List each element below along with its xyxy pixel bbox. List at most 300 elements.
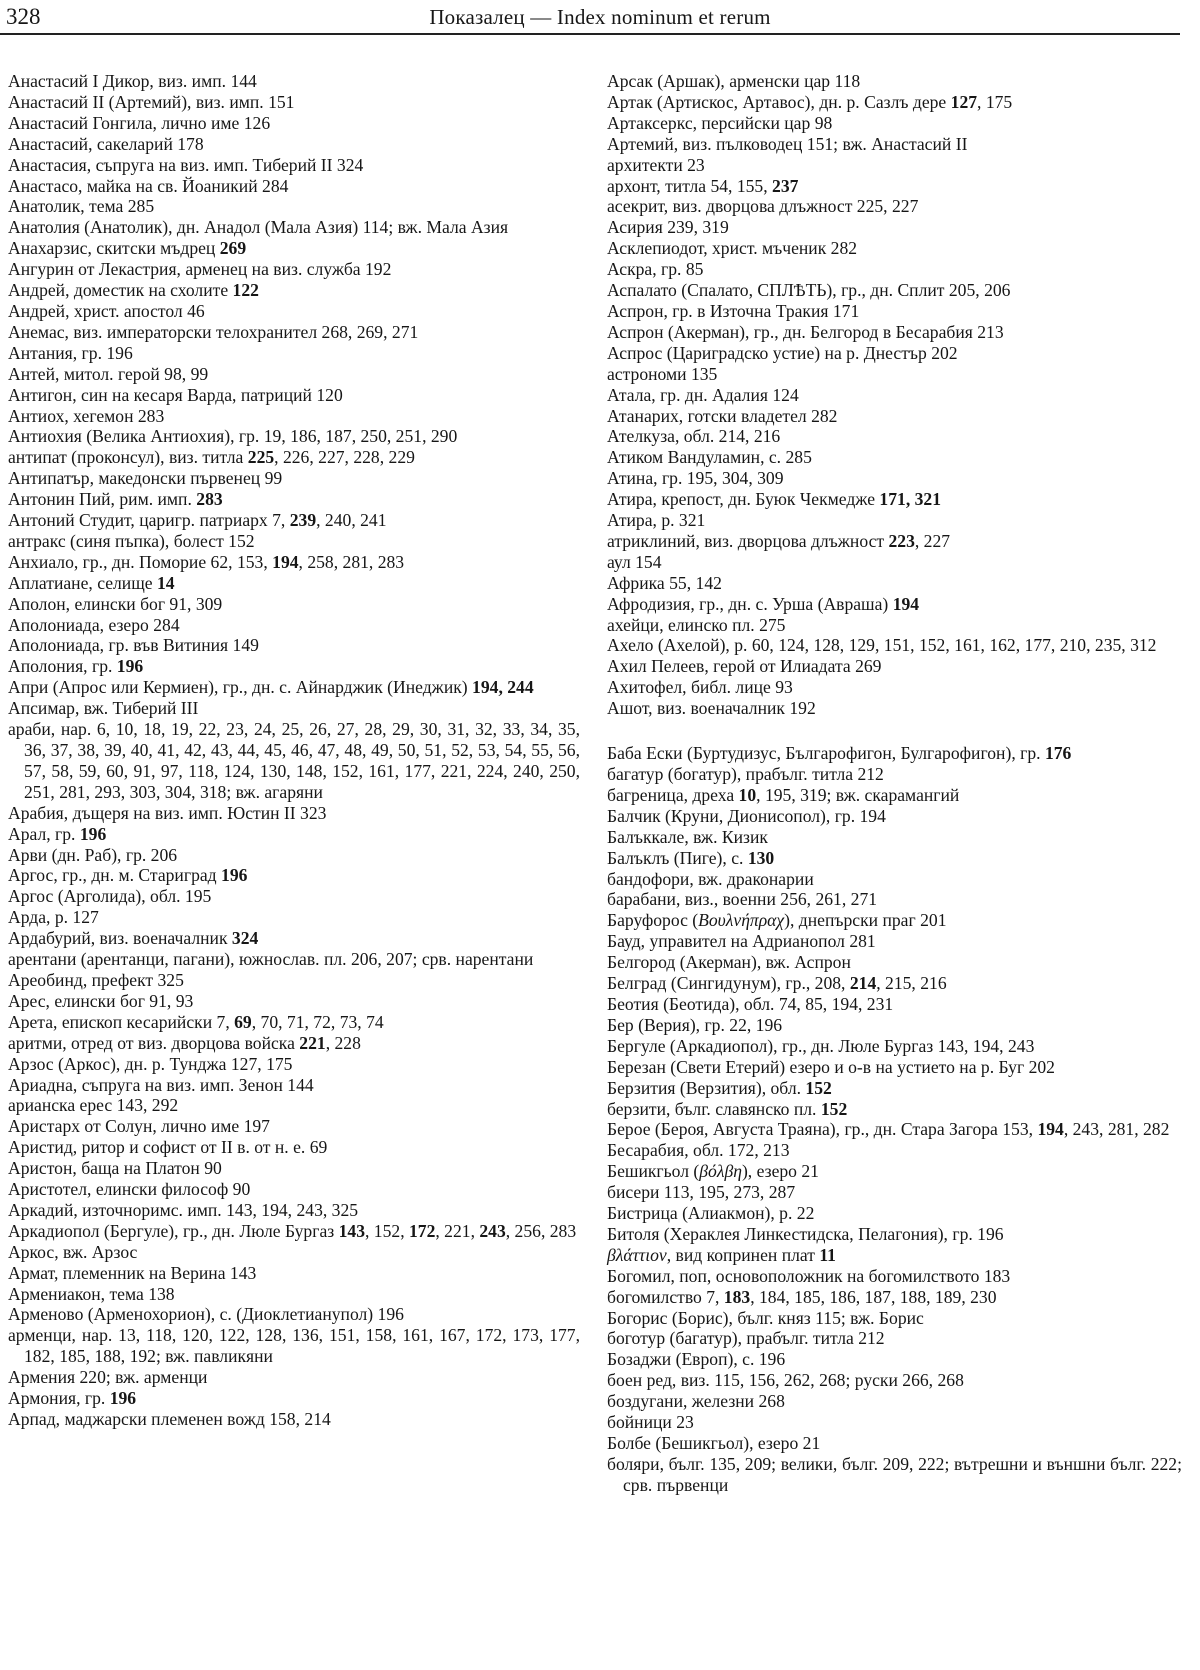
entry-text: Белград (Сингидунум), гр., 208, <box>607 973 850 994</box>
index-entry <box>8 991 580 1012</box>
index-entry <box>8 698 580 719</box>
index-entry <box>8 949 580 970</box>
index-entry <box>8 824 580 845</box>
entry-text: Арпад, маджарски племенен вожд 158, 214 <box>8 1409 331 1429</box>
index-entry <box>607 1391 1182 1412</box>
entry-text: Аристарх от Солун, лично име 197 <box>8 1116 270 1137</box>
index-entry <box>607 531 1182 552</box>
entry-text: , 228 <box>325 1032 361 1053</box>
page-ref-main: 143 <box>338 1220 365 1241</box>
index-column-right <box>607 71 1182 1496</box>
entry-text: , вид копринен плат <box>666 1244 820 1265</box>
entry-text: Аспрон (Акерман), гр., дн. Белгород в Бесарабия 213 <box>607 321 1004 342</box>
index-entry <box>607 1349 1182 1370</box>
index-entry <box>607 406 1182 427</box>
index-entry <box>607 910 1182 931</box>
index-entry <box>607 510 1182 531</box>
index-entry <box>607 1266 1182 1287</box>
entry-text: арианска ерес 143, 292 <box>8 1095 179 1116</box>
entry-text: Ариадна, съпруга на виз. имп. Зенон 144 <box>8 1074 314 1095</box>
index-entry <box>607 217 1182 238</box>
entry-text: Ангурин от Лекастрия, арменец на виз. служба 192 <box>8 259 392 280</box>
index-entry <box>607 1182 1182 1203</box>
entry-text: Артаксеркс, персийски цар 98 <box>607 112 833 133</box>
entry-text: Армат, племенник на Верина 143 <box>8 1262 257 1283</box>
entry-text: , 240, 241 <box>316 510 387 531</box>
index-entry <box>8 489 580 510</box>
entry-text: Анахарзис, скитски мъдрец <box>8 238 220 259</box>
index-entry <box>8 217 580 238</box>
entry-text: Аркос, вж. Арзос <box>8 1241 138 1262</box>
entry-text: Антания, гр. 196 <box>8 342 133 363</box>
page-ref-main: 196 <box>109 1388 137 1409</box>
entry-text: Березан (Свети Етерий) езеро и о-в на устието на р. Буг 202 <box>607 1056 1055 1077</box>
entry-text: Баруфорос ( <box>607 910 699 931</box>
page-ref-main: 69 <box>234 1011 252 1032</box>
index-entry <box>8 803 580 824</box>
index-column-left <box>8 71 580 1430</box>
index-entry <box>607 994 1182 1015</box>
running-title: Показалец — Index nominum et rerum <box>429 5 771 29</box>
index-entry <box>607 1099 1182 1120</box>
entry-text: Антей, митол. герой 98, 99 <box>8 363 209 384</box>
page-ref-main: 176 <box>1044 743 1072 764</box>
entry-text: архитекти 23 <box>607 154 705 175</box>
index-entry <box>8 1367 580 1388</box>
entry-text: Берзития (Верзития), обл. <box>607 1077 806 1098</box>
index-entry <box>8 886 580 907</box>
entry-text: асекрит, виз. дворцова длъжност 225, 227 <box>607 196 919 217</box>
page-ref-main: 196 <box>221 865 248 886</box>
index-entry <box>607 1036 1182 1057</box>
index-entry <box>8 259 580 280</box>
index-entry <box>8 1263 580 1284</box>
entry-text: боздугани, железни 268 <box>607 1391 785 1412</box>
entry-text: Бер (Верия), гр. 22, 196 <box>607 1014 783 1035</box>
entry-text: Арда, р. 127 <box>8 907 99 928</box>
entry-text: боготур (багатур), прабълг. титла 212 <box>607 1328 885 1349</box>
entry-text: Ахил Пелеев, герой от Илиадата 269 <box>607 656 882 677</box>
index-entry <box>607 301 1182 322</box>
entry-text: антракс (синя пъпка), болест 152 <box>8 530 255 551</box>
index-entry <box>8 1200 580 1221</box>
index-entry <box>607 176 1182 197</box>
entry-text: , 221, <box>435 1220 480 1241</box>
page-ref-main: 130 <box>747 847 775 868</box>
entry-text: Антонин Пий, рим. имп. <box>8 489 197 510</box>
index-entry <box>8 1012 580 1033</box>
entry-text: Антоний Студит, царигр. патриарх 7, <box>8 510 290 531</box>
page-ref-main: 171, 321 <box>879 489 941 510</box>
index-entry <box>8 656 580 677</box>
page-ref-main: 324 <box>231 928 259 949</box>
index-entry <box>607 656 1182 677</box>
index-entry <box>8 1075 580 1096</box>
index-entry <box>8 406 580 427</box>
greek-term: Βουλνήπραχ <box>698 910 785 931</box>
entry-text: Аристон, баща на Платон 90 <box>8 1158 222 1179</box>
entry-text: Беотия (Беотида), обл. 74, 85, 194, 231 <box>607 993 894 1014</box>
entry-text: Аполон, елински бог 91, 309 <box>8 593 223 614</box>
index-entry <box>8 510 580 531</box>
entry-text: Аркадий, източноримс. имп. 143, 194, 243, 325 <box>8 1199 359 1220</box>
index-entry <box>607 1308 1182 1329</box>
entry-text: Атира, р. 321 <box>607 510 706 531</box>
index-entry <box>8 113 580 134</box>
page-ref-main: 225 <box>247 447 275 468</box>
index-entry <box>8 1179 580 1200</box>
index-entry <box>8 468 580 489</box>
index-entry <box>607 1287 1182 1308</box>
entry-text: Аполониада, гр. във Витиния 149 <box>8 635 259 656</box>
entry-text: Бистрица (Алиакмон), р. 22 <box>607 1203 815 1224</box>
entry-text: астрономи 135 <box>607 363 718 384</box>
index-entry <box>607 594 1182 615</box>
index-entry <box>607 973 1182 994</box>
page-header <box>0 0 1200 46</box>
entry-text: Анастасий Гонгила, лично име 126 <box>8 112 271 133</box>
index-entry <box>8 573 580 594</box>
entry-text: Ахитофел, библ. лице 93 <box>607 677 793 698</box>
entry-text: Атина, гр. 195, 304, 309 <box>607 468 784 489</box>
entry-text: Андрей, доместик на схолите <box>8 280 233 301</box>
index-entry <box>8 928 580 949</box>
page-ref-main: 152 <box>820 1098 848 1119</box>
entry-text: Антигон, син на кесаря Варда, патриций 120 <box>8 384 343 405</box>
entry-text: Арабия, дъщеря на виз. имп. Юстин II 323 <box>8 802 327 823</box>
index-entry <box>8 907 580 928</box>
entry-text: Ардабурий, виз. военачалник <box>8 928 232 949</box>
page-ref-main: 269 <box>219 238 247 259</box>
index-entry <box>607 468 1182 489</box>
entry-text: Ахело (Ахелой), р. 60, 124, 128, 129, 151, 152, 161, 162, 177, 210, 235, 312 <box>607 635 1157 656</box>
entry-text: , 226, 227, 228, 229 <box>274 447 415 468</box>
index-entry <box>8 280 580 301</box>
entry-text: Белгород (Акерман), вж. Аспрон <box>607 952 851 973</box>
entry-text: Апри (Апрос или Кермиен), гр., дн. с. Айнарджик (Инеджик) <box>8 677 473 698</box>
index-entry <box>8 635 580 656</box>
index-entry <box>607 92 1182 113</box>
entry-text: , 215, 216 <box>876 973 947 994</box>
index-entry <box>607 1454 1182 1496</box>
index-entry <box>607 1078 1182 1099</box>
entry-text: Бозаджи (Европ), с. 196 <box>607 1349 786 1370</box>
page-ref-main: 122 <box>232 280 259 301</box>
page-ref-main: 223 <box>888 530 915 551</box>
entry-text: Апсимар, вж. Тиберий III <box>8 698 199 719</box>
index-entry <box>607 1203 1182 1224</box>
page-ref-main: 183 <box>723 1286 751 1307</box>
index-entry <box>8 594 580 615</box>
index-entry <box>607 1224 1182 1245</box>
entry-text: Анастасий, сакеларий 178 <box>8 133 204 154</box>
index-entry <box>607 364 1182 385</box>
index-entry <box>607 1057 1182 1078</box>
entry-text: Болбе (Бешикгьол), езеро 21 <box>607 1433 821 1453</box>
index-entry <box>607 322 1182 343</box>
entry-text: Арзос (Аркос), дн. р. Тунджа 127, 175 <box>8 1053 293 1074</box>
index-entry <box>8 719 580 803</box>
entry-text: Богорис (Борис), бълг. княз 115; вж. Борис <box>607 1307 924 1328</box>
index-entry <box>607 447 1182 468</box>
entry-text: Балъклъ (Пиге), с. <box>607 847 748 868</box>
entry-text: , 70, 71, 72, 73, 74 <box>251 1011 384 1032</box>
index-entry <box>8 552 580 573</box>
entry-text: Антипатър, македонски първенец 99 <box>8 468 283 489</box>
entry-text: бойници 23 <box>607 1412 694 1433</box>
entry-text: багреница, дреха <box>607 784 739 805</box>
entry-text: арентани (арентанци, пагани), южнослав. пл. 206, 207; срв. нарентани <box>8 949 534 970</box>
entry-text: Атира, крепост, дн. Буюк Чекмедже <box>607 489 880 510</box>
index-entry <box>607 238 1182 259</box>
index-entry <box>8 155 580 176</box>
index-entry <box>8 1284 580 1305</box>
index-entry <box>607 1245 1182 1266</box>
index-entry <box>607 155 1182 176</box>
entry-text: , 175 <box>977 91 1013 112</box>
index-entry <box>8 1304 580 1325</box>
index-entry <box>607 426 1182 447</box>
index-entry <box>607 113 1182 134</box>
index-entry <box>607 827 1182 848</box>
entry-text: берзити, бълг. славянско пл. <box>607 1098 821 1119</box>
entry-text: Атиком Вандуламин, с. 285 <box>607 447 812 468</box>
index-entry <box>8 865 580 886</box>
page-ref-main: 237 <box>772 175 799 196</box>
entry-text: Аспалато (Спалато, СПЛѢТЬ), гр., дн. Сплит 205, 206 <box>607 280 1011 301</box>
index-entry <box>607 764 1182 785</box>
entry-text: Аполониада, езеро 284 <box>8 614 180 635</box>
entry-text: Арви (дн. Раб), гр. 206 <box>8 844 178 865</box>
index-entry <box>8 385 580 406</box>
entry-text: Аспрос (Цариградско устие) на р. Днестър 202 <box>607 342 958 363</box>
entry-text: Анемас, виз. императорски телохранител 268, 269, 271 <box>8 321 419 342</box>
index-entry <box>8 531 580 552</box>
page-ref-main: 194 <box>892 593 920 614</box>
index-entry <box>607 785 1182 806</box>
page-ref-main: 194 <box>1037 1119 1064 1140</box>
page-ref-main: 194, 244 <box>472 677 534 698</box>
index-entry <box>607 1433 1182 1454</box>
page-ref-main: 196 <box>116 656 144 677</box>
index-entry <box>607 869 1182 890</box>
entry-text: багатур (богатур), прабълг. титла 212 <box>607 764 884 784</box>
header-rule <box>0 33 1180 35</box>
entry-text: Бешикгьол ( <box>607 1161 700 1182</box>
entry-text: Армениакон, тема 138 <box>8 1283 175 1304</box>
entry-text: Бауд, управител на Адрианопол 281 <box>607 931 876 952</box>
page-ref-main: 10 <box>738 784 757 805</box>
entry-text: Бергуле (Аркадиопол), гр., дн. Люле Бургаз 143, 194, 243 <box>607 1035 1035 1056</box>
entry-text: Анатолия (Анатолик), дн. Анадол (Мала Азия) 114; вж. Мала Азия <box>8 217 509 238</box>
index-entry <box>607 489 1182 510</box>
entry-text: Бесарабия, обл. 172, 213 <box>607 1140 790 1161</box>
entry-text: Ашот, виз. военачалник 192 <box>607 698 816 719</box>
entry-text: Аполония, гр. <box>8 656 117 677</box>
page-ref-main: 172 <box>408 1220 436 1241</box>
entry-text: Арсак (Аршак), арменски цар 118 <box>607 71 861 91</box>
entry-text: Аплатиане, селище <box>8 572 157 593</box>
index-entry <box>8 845 580 866</box>
entry-text: Баба Ески (Буртудизус, Българофигон, Булгарофигон), гр. <box>607 743 1045 764</box>
index-entry <box>8 343 580 364</box>
index-entry <box>8 176 580 197</box>
entry-text: Атала, гр. дн. Адалия 124 <box>607 384 799 405</box>
index-entry <box>607 71 1182 92</box>
entry-text: Анатолик, тема 285 <box>8 196 155 217</box>
index-entry <box>607 698 1182 719</box>
entry-text: бандофори, вж. драконарии <box>607 868 814 889</box>
entry-text: барабани, виз., военни 256, 261, 271 <box>607 889 878 910</box>
entry-text: Балъккале, вж. Кизик <box>607 826 768 847</box>
entry-text: Балчик (Круни, Дионисопол), гр. 194 <box>607 805 886 826</box>
entry-text: Атанарих, готски владетел 282 <box>607 405 838 426</box>
entry-text: Аристид, ритор и софист от II в. от н. е. 69 <box>8 1137 328 1158</box>
entry-text: Берое (Бероя, Августа Траяна), гр., дн. Стара Загора 153, <box>607 1119 1038 1140</box>
index-entry <box>607 1328 1182 1349</box>
entry-text: , 256, 283 <box>505 1220 577 1241</box>
entry-text: Арета, епископ кесарийски 7, <box>8 1011 235 1032</box>
entry-text: Анастасия, съпруга на виз. имп. Тиберий II 324 <box>8 154 364 175</box>
page-ref-main: 221 <box>299 1032 326 1053</box>
entry-text: Армония, гр. <box>8 1388 110 1409</box>
index-entry <box>607 196 1182 217</box>
entry-text: аритми, отред от виз. дворцова войска <box>8 1032 300 1053</box>
page-ref-main: 152 <box>805 1077 832 1098</box>
entry-text: Аспрон, гр. в Източна Тракия 171 <box>607 300 860 321</box>
index-entry <box>607 573 1182 594</box>
greek-term: βόλβη <box>699 1161 742 1182</box>
index-entry <box>607 889 1182 910</box>
index-entry <box>607 1370 1182 1391</box>
index-entry <box>8 615 580 636</box>
entry-text: ), днепърски праг 201 <box>784 910 947 931</box>
entry-text: Артемий, виз. пълководец 151; вж. Анастасий II <box>607 133 968 154</box>
index-entry <box>607 343 1182 364</box>
index-entry <box>8 1137 580 1158</box>
index-entry <box>8 71 580 92</box>
entry-text: Ателкуза, обл. 214, 216 <box>607 426 781 447</box>
page-ref-main: 194 <box>272 551 299 572</box>
entry-text: атриклиний, виз. дворцова длъжност <box>607 530 889 551</box>
entry-text: Аргос, гр., дн. м. Стариград <box>8 865 222 886</box>
index-entry <box>8 1325 580 1367</box>
index-entry <box>607 1140 1182 1161</box>
index-entry <box>8 426 580 447</box>
index-entry <box>8 1116 580 1137</box>
index-entry <box>8 1409 580 1430</box>
page-ref-main: 214 <box>849 973 877 994</box>
index-entry <box>8 1033 580 1054</box>
index-entry <box>607 280 1182 301</box>
index-entry <box>8 1242 580 1263</box>
entry-text: Антиохия (Велика Антиохия), гр. 19, 186, 187, 250, 251, 290 <box>8 426 458 447</box>
index-entry <box>607 1119 1182 1140</box>
entry-text: Анастасо, майка на св. Йоаникий 284 <box>8 175 289 196</box>
entry-text: бисери 113, 195, 273, 287 <box>607 1182 796 1203</box>
entry-text: богомилство 7, <box>607 1286 724 1307</box>
entry-text: Афродизия, гр., дн. с. Урша (Авраша) <box>607 593 893 614</box>
index-entry <box>607 615 1182 636</box>
page-ref-main: 11 <box>819 1244 836 1265</box>
index-entry <box>607 743 1182 764</box>
greek-term: βλάττιον <box>607 1244 667 1265</box>
page-ref-main: 283 <box>196 489 223 510</box>
entry-text: архонт, титла 54, 155, <box>607 175 773 196</box>
index-entry <box>8 1221 580 1242</box>
entry-text: Андрей, христ. апостол 46 <box>8 300 205 321</box>
index-entry <box>8 447 580 468</box>
index-entry <box>607 134 1182 155</box>
index-entry <box>607 677 1182 698</box>
entry-text: Армения 220; вж. арменци <box>8 1367 208 1388</box>
index-entry <box>8 677 580 698</box>
entry-text: ахейци, елинско пл. 275 <box>607 614 786 635</box>
entry-text: Битоля (Хераклея Линкестидска, Пелагония), гр. 196 <box>607 1223 1004 1244</box>
entry-text: Анастасий I Дикор, виз. имп. 144 <box>8 71 257 91</box>
entry-text: Аристотел, елински философ 90 <box>8 1179 251 1200</box>
index-entry <box>8 364 580 385</box>
index-entry <box>8 92 580 113</box>
index-entry <box>607 259 1182 280</box>
entry-text: , 184, 185, 186, 187, 188, 189, 230 <box>750 1286 997 1307</box>
entry-text: Антиох, хегемон 283 <box>8 405 165 426</box>
entry-text: антипат (проконсул), виз. титла <box>8 447 248 468</box>
index-entry <box>8 134 580 155</box>
entry-text: ), езеро 21 <box>741 1161 819 1182</box>
entry-text: араби, нар. 6, 10, 18, 19, 22, 23, 24, 25, 26, 27, 28, 29, 30, 31, 32, 33, 34, 35, 36, 37, 38, 39, 40, 41, 42, 43, 44, 45, 46, 47, 48, 49, 50, 51, 52, 53, 54, 55, 56, 57, 58, 59, 60, 91, 97, 118, 124, 130, 148, 152, 161, 177, 221, 224, 240, 250, 251, 281, 293, 303, 304, 318; вж. агаряни <box>8 719 580 802</box>
page-ref-main: 196 <box>79 823 107 844</box>
index-entry <box>8 1095 580 1116</box>
entry-text: Асирия 239, 319 <box>607 217 729 238</box>
entry-text: боляри, бълг. 135, 209; велики, бълг. 209, 222; вътрешни и външни бълг. 222; срв. първенци <box>607 1453 1182 1495</box>
index-entry <box>8 301 580 322</box>
index-entry <box>607 635 1182 656</box>
index-entry <box>607 848 1182 869</box>
entry-text: боен ред, виз. 115, 156, 262, 268; руски 266, 268 <box>607 1370 964 1391</box>
entry-text: , 258, 281, 283 <box>298 551 405 572</box>
entry-text: Богомил, поп, основоположник на богомилството 183 <box>607 1265 1011 1286</box>
index-entry <box>8 196 580 217</box>
entry-text: Анхиало, гр., дн. Поморие 62, 153, <box>8 551 273 572</box>
entry-text: Асклепиодот, христ. мъченик 282 <box>607 238 858 259</box>
index-entry <box>8 1158 580 1179</box>
index-entry <box>8 970 580 991</box>
index-entry <box>607 385 1182 406</box>
entry-text: , 227 <box>914 530 951 551</box>
entry-text: Анастасий II (Артемий), виз. имп. 151 <box>8 91 295 112</box>
index-entry <box>607 1015 1182 1036</box>
entry-text: Африка 55, 142 <box>607 572 722 593</box>
page-ref-main: 14 <box>156 572 175 593</box>
letter-section-gap <box>607 719 1182 743</box>
entry-text: Арес, елински бог 91, 93 <box>8 990 194 1011</box>
entry-text: Арменово (Арменохорион), с. (Диоклетианупол) 196 <box>8 1304 404 1325</box>
entry-text: арменци, нар. 13, 118, 120, 122, 128, 136, 151, 158, 161, 167, 172, 173, 177, 182, 185, 188, 192; вж. павликяни <box>8 1325 580 1367</box>
index-entry <box>8 1388 580 1409</box>
entry-text: Аскра, гр. 85 <box>607 259 704 280</box>
entry-text: , 195, 319; вж. скарамангий <box>756 784 960 805</box>
page-ref-main: 243 <box>479 1220 506 1241</box>
index-entry <box>607 1412 1182 1433</box>
page-number: 328 <box>6 4 41 29</box>
index-entry <box>607 931 1182 952</box>
index-entry <box>607 552 1182 573</box>
entry-text: Артак (Артискос, Артавос), дн. р. Сазлъ дере <box>607 91 951 112</box>
page-ref-main: 127 <box>950 91 978 112</box>
index-entry <box>607 1161 1182 1182</box>
entry-text: , 152, <box>365 1220 409 1241</box>
